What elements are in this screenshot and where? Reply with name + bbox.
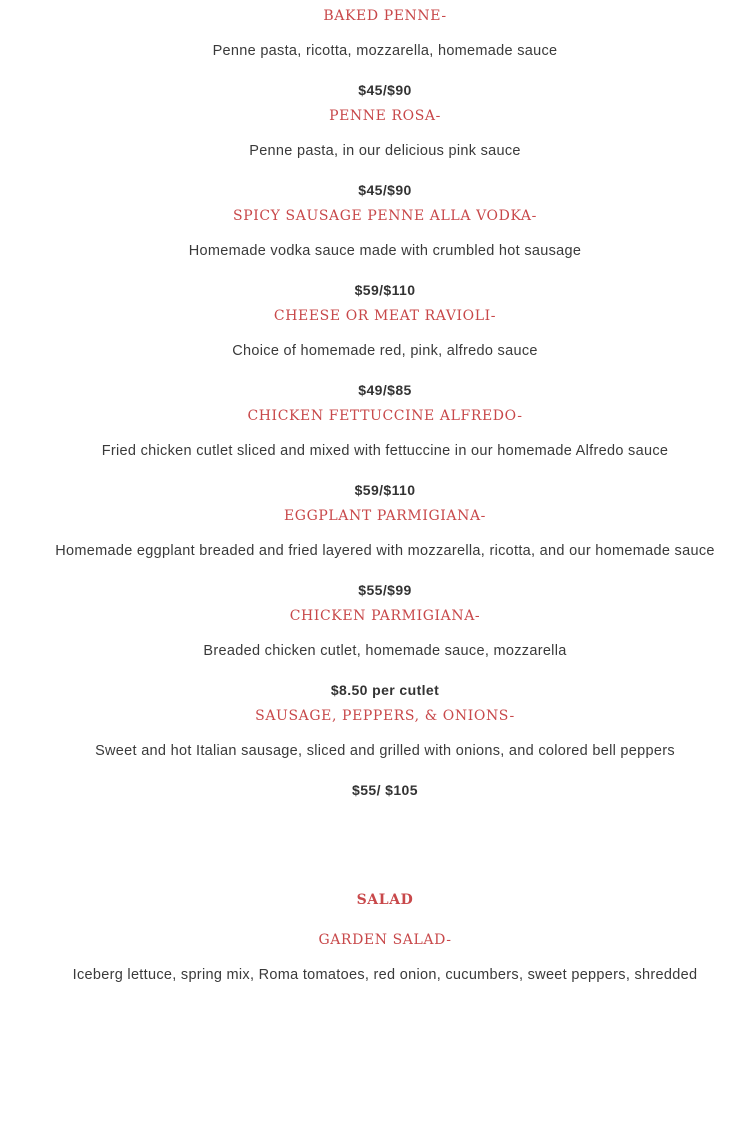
- item-name: EGGPLANT PARMIGIANA-: [283, 508, 487, 524]
- menu-item-spicy-sausage-penne: [0, 206, 750, 300]
- item-price: $59/$110: [354, 482, 416, 498]
- item-name: CHEESE OR MEAT RAVIOLI-: [273, 308, 497, 324]
- item-description: Homemade vodka sauce made with crumbled hot sausage: [188, 243, 582, 259]
- menu-item-ravioli: [0, 306, 750, 400]
- item-description: Penne pasta, in our delicious pink sauce: [249, 143, 521, 159]
- menu-item-chicken-fettuccine: [0, 406, 750, 500]
- item-price: $55/ $105: [352, 782, 418, 798]
- menu-item-penne-rosa: [0, 106, 750, 200]
- item-name: GARDEN SALAD-: [318, 932, 452, 948]
- menu-item-sausage-peppers-onions: [0, 706, 750, 800]
- item-description: Sweet and hot Italian sausage, sliced and grilled with onions, and colored bell peppers: [95, 743, 675, 759]
- item-name: BAKED PENNE-: [323, 8, 447, 24]
- item-description: Fried chicken cutlet sliced and mixed with fettuccine in our homemade Alfredo sauce: [101, 443, 669, 459]
- item-name: SAUSAGE, PEPPERS, & ONIONS-: [255, 708, 515, 724]
- item-name: CHICKEN PARMIGIANA-: [289, 608, 481, 624]
- item-description: Homemade eggplant breaded and fried layered with mozzarella, ricotta, and our homemade sauce: [55, 543, 715, 559]
- item-name: PENNE ROSA-: [329, 108, 441, 124]
- item-price: $45/$90: [358, 182, 412, 198]
- menu-item-eggplant-parmigiana: [0, 506, 750, 600]
- item-description: Breaded chicken cutlet, homemade sauce, mozzarella: [203, 643, 567, 659]
- item-price: $59/$110: [354, 282, 416, 298]
- item-price: $55/$99: [358, 582, 412, 598]
- item-name: SPICY SAUSAGE PENNE ALLA VODKA-: [233, 208, 537, 224]
- item-description: Penne pasta, ricotta, mozzarella, homemade sauce: [212, 43, 558, 59]
- menu-item-chicken-parmigiana: [0, 606, 750, 700]
- menu-item-baked-penne: [0, 6, 750, 100]
- item-price: $49/$85: [358, 382, 412, 398]
- item-name: CHICKEN FETTUCCINE ALFREDO-: [247, 408, 523, 424]
- menu-item-garden-salad: [0, 930, 750, 985]
- item-description: Iceberg lettuce, spring mix, Roma tomatoes, red onion, cucumbers, sweet peppers, shredded: [72, 967, 698, 983]
- item-description: Choice of homemade red, pink, alfredo sauce: [232, 343, 538, 359]
- item-price: $45/$90: [358, 82, 412, 98]
- section-heading-salad: SALAD: [356, 892, 414, 908]
- item-price: $8.50 per cutlet: [330, 682, 440, 698]
